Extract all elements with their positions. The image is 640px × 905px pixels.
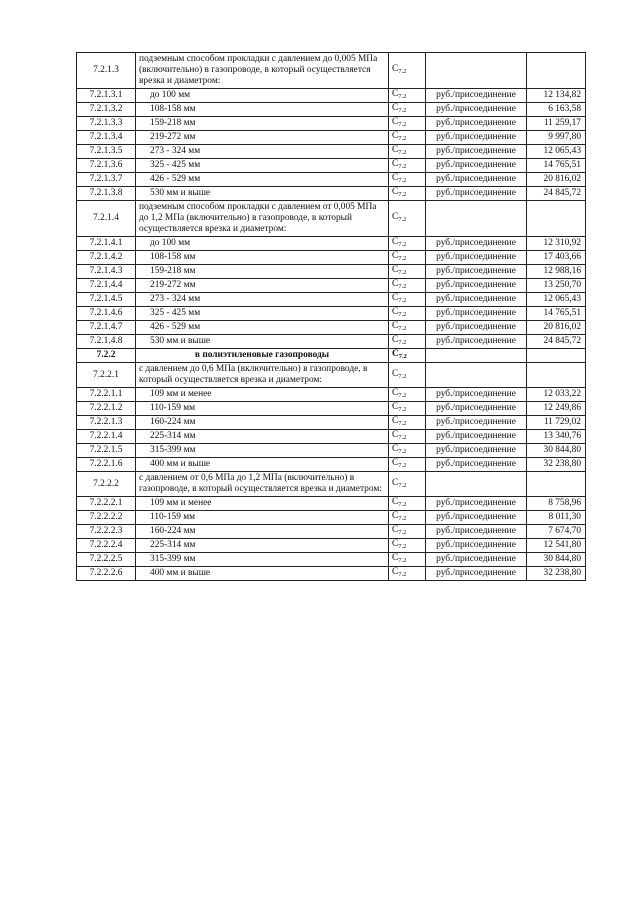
table-row — [77, 444, 586, 458]
row-code: 7.2.2.1.1 — [77, 388, 136, 402]
row-description: 325 - 425 мм — [136, 307, 389, 321]
symbol-letter: C — [392, 388, 399, 398]
symbol-subscript: 7.2 — [398, 462, 407, 469]
row-symbol — [389, 388, 426, 402]
row-symbol — [389, 458, 426, 472]
table-row — [77, 237, 586, 251]
row-symbol — [389, 173, 426, 187]
row-symbol — [389, 279, 426, 293]
row-unit: руб./присоединение — [426, 307, 527, 321]
symbol-letter: C — [392, 458, 399, 468]
row-symbol — [389, 416, 426, 430]
row-symbol — [389, 497, 426, 511]
symbol-letter: C — [392, 497, 399, 507]
symbol-subscript: 7.2 — [398, 420, 407, 427]
row-unit: руб./присоединение — [426, 293, 527, 307]
row-value: 32 238,80 — [527, 458, 586, 472]
symbol-letter: C — [392, 173, 399, 183]
row-unit: руб./присоединение — [426, 279, 527, 293]
table-row — [77, 321, 586, 335]
symbol-letter: C — [392, 349, 399, 359]
row-unit: руб./присоединение — [426, 525, 527, 539]
symbol-letter: C — [392, 187, 399, 197]
symbol-subscript: 7.2 — [398, 529, 407, 536]
row-unit: руб./присоединение — [426, 117, 527, 131]
row-code: 7.2.2.1.2 — [77, 402, 136, 416]
row-unit: руб./присоединение — [426, 159, 527, 173]
tariff-table-body — [77, 53, 586, 581]
row-description: 109 мм и менее — [136, 497, 389, 511]
symbol-letter: C — [392, 430, 399, 440]
row-value: 12 310,92 — [527, 237, 586, 251]
row-code: 7.2.1.3 — [77, 53, 136, 89]
symbol-subscript: 7.2 — [398, 191, 407, 198]
row-value: 11 259,17 — [527, 117, 586, 131]
row-symbol — [389, 237, 426, 251]
row-value — [527, 349, 586, 363]
table-row — [77, 89, 586, 103]
row-description: 159-218 мм — [136, 265, 389, 279]
row-symbol — [389, 539, 426, 553]
row-description: 530 мм и выше — [136, 187, 389, 201]
row-description: 110-159 мм — [136, 511, 389, 525]
row-unit — [426, 201, 527, 237]
table-row — [77, 335, 586, 349]
symbol-subscript: 7.2 — [398, 543, 407, 550]
row-symbol — [389, 363, 426, 388]
row-value: 32 238,80 — [527, 567, 586, 581]
row-description: 159-218 мм — [136, 117, 389, 131]
row-unit — [426, 472, 527, 497]
tariff-document — [76, 52, 581, 581]
table-row — [77, 430, 586, 444]
row-description: подземным способом прокладки с давлением до 0,005 МПа (включительно) в газопроводе, в который осуществляется врезка и диаметром: — [136, 53, 389, 89]
row-code: 7.2.1.4.4 — [77, 279, 136, 293]
row-value: 12 249,86 — [527, 402, 586, 416]
table-row — [77, 497, 586, 511]
symbol-subscript: 7.2 — [398, 149, 407, 156]
row-unit — [426, 349, 527, 363]
symbol-subscript: 7.2 — [398, 68, 407, 75]
row-value: 11 729,02 — [527, 416, 586, 430]
symbol-letter: C — [392, 321, 399, 331]
symbol-subscript: 7.2 — [398, 353, 407, 360]
symbol-letter: C — [392, 265, 399, 275]
row-symbol — [389, 525, 426, 539]
row-value: 12 134,82 — [527, 89, 586, 103]
row-description: 325 - 425 мм — [136, 159, 389, 173]
symbol-subscript: 7.2 — [398, 557, 407, 564]
symbol-letter: C — [392, 477, 399, 488]
table-row — [77, 307, 586, 321]
symbol-subscript: 7.2 — [398, 177, 407, 184]
row-code: 7.2.1.4.3 — [77, 265, 136, 279]
table-row — [77, 187, 586, 201]
row-code: 7.2.2.2.6 — [77, 567, 136, 581]
symbol-subscript: 7.2 — [398, 392, 407, 399]
row-value: 8 011,30 — [527, 511, 586, 525]
symbol-subscript: 7.2 — [398, 571, 407, 578]
row-code: 7.2.2.2.1 — [77, 497, 136, 511]
table-row — [77, 265, 586, 279]
table-row — [77, 567, 586, 581]
row-description: 426 - 529 мм — [136, 321, 389, 335]
row-description: в полиэтиленовые газопроводы — [136, 349, 389, 363]
row-unit: руб./присоединение — [426, 458, 527, 472]
row-symbol — [389, 349, 426, 363]
row-symbol — [389, 265, 426, 279]
row-unit: руб./присоединение — [426, 187, 527, 201]
row-code: 7.2.1.4.5 — [77, 293, 136, 307]
symbol-letter: C — [392, 237, 399, 247]
row-value — [527, 201, 586, 237]
symbol-letter: C — [392, 416, 399, 426]
table-row — [77, 103, 586, 117]
row-code: 7.2.1.4.1 — [77, 237, 136, 251]
row-code: 7.2.2.1 — [77, 363, 136, 388]
symbol-letter: C — [392, 212, 399, 222]
row-value: 13 340,76 — [527, 430, 586, 444]
symbol-subscript: 7.2 — [398, 283, 407, 290]
row-value: 9 997,80 — [527, 131, 586, 145]
symbol-subscript: 7.2 — [398, 434, 407, 441]
symbol-letter: C — [392, 293, 399, 303]
row-unit: руб./присоединение — [426, 335, 527, 349]
row-unit — [426, 363, 527, 388]
row-code: 7.2.1.3.5 — [77, 145, 136, 159]
row-value: 12 541,80 — [527, 539, 586, 553]
row-description: 219-272 мм — [136, 279, 389, 293]
row-code: 7.2.2.2.2 — [77, 511, 136, 525]
row-code: 7.2.2.1.3 — [77, 416, 136, 430]
symbol-letter: C — [392, 368, 399, 379]
symbol-subscript: 7.2 — [398, 515, 407, 522]
symbol-subscript: 7.2 — [398, 406, 407, 413]
row-value: 24 845,72 — [527, 187, 586, 201]
symbol-letter: C — [392, 279, 399, 289]
symbol-subscript: 7.2 — [398, 311, 407, 318]
table-row — [77, 511, 586, 525]
table-row — [77, 145, 586, 159]
row-symbol — [389, 511, 426, 525]
row-symbol — [389, 145, 426, 159]
row-unit: руб./присоединение — [426, 444, 527, 458]
row-value: 12 988,16 — [527, 265, 586, 279]
row-description: 426 - 529 мм — [136, 173, 389, 187]
row-code: 7.2.2.1.5 — [77, 444, 136, 458]
symbol-subscript: 7.2 — [398, 372, 407, 380]
table-row — [77, 388, 586, 402]
row-symbol — [389, 53, 426, 89]
table-row — [77, 402, 586, 416]
symbol-subscript: 7.2 — [398, 216, 407, 223]
row-value: 20 816,02 — [527, 173, 586, 187]
symbol-letter: C — [392, 64, 399, 74]
row-symbol — [389, 567, 426, 581]
row-description: подземным способом прокладки с давлением от 0,005 МПа до 1,2 МПа (включительно) в газопроводе, в который осуществляется врезка и диаметром: — [136, 201, 389, 237]
tariff-table — [76, 52, 586, 581]
row-symbol — [389, 117, 426, 131]
row-code: 7.2.2.1.4 — [77, 430, 136, 444]
table-row — [77, 293, 586, 307]
row-symbol — [389, 293, 426, 307]
row-symbol — [389, 444, 426, 458]
symbol-subscript: 7.2 — [398, 121, 407, 128]
row-value: 13 250,70 — [527, 279, 586, 293]
row-description: до 100 мм — [136, 237, 389, 251]
row-symbol — [389, 553, 426, 567]
row-symbol — [389, 402, 426, 416]
row-unit: руб./присоединение — [426, 388, 527, 402]
row-unit: руб./присоединение — [426, 539, 527, 553]
row-unit: руб./присоединение — [426, 131, 527, 145]
table-row — [77, 458, 586, 472]
symbol-letter: C — [392, 251, 399, 261]
symbol-letter: C — [392, 553, 399, 563]
row-code: 7.2.2.2 — [77, 472, 136, 497]
row-code: 7.2.1.4.7 — [77, 321, 136, 335]
table-row — [77, 159, 586, 173]
row-value: 20 816,02 — [527, 321, 586, 335]
row-unit: руб./присоединение — [426, 145, 527, 159]
row-symbol — [389, 131, 426, 145]
row-code: 7.2.1.3.8 — [77, 187, 136, 201]
symbol-subscript: 7.2 — [398, 135, 407, 142]
row-unit: руб./присоединение — [426, 511, 527, 525]
row-value: 30 844,80 — [527, 444, 586, 458]
row-code: 7.2.1.4.6 — [77, 307, 136, 321]
symbol-letter: C — [392, 307, 399, 317]
symbol-letter: C — [392, 103, 399, 113]
row-description: 110-159 мм — [136, 402, 389, 416]
row-unit: руб./присоединение — [426, 497, 527, 511]
row-value — [527, 363, 586, 388]
row-symbol — [389, 89, 426, 103]
row-description: до 100 мм — [136, 89, 389, 103]
row-symbol — [389, 103, 426, 117]
symbol-letter: C — [392, 117, 399, 127]
row-code: 7.2.2.2.5 — [77, 553, 136, 567]
row-symbol — [389, 472, 426, 497]
row-code: 7.2.1.3.7 — [77, 173, 136, 187]
row-code: 7.2.1.4.8 — [77, 335, 136, 349]
row-description: 315-399 мм — [136, 444, 389, 458]
row-symbol — [389, 307, 426, 321]
row-unit: руб./присоединение — [426, 430, 527, 444]
row-description: 530 мм и выше — [136, 335, 389, 349]
row-description: 315-399 мм — [136, 553, 389, 567]
table-row — [77, 173, 586, 187]
symbol-subscript: 7.2 — [398, 339, 407, 346]
row-unit: руб./присоединение — [426, 89, 527, 103]
symbol-subscript: 7.2 — [398, 255, 407, 262]
group-header-row — [77, 472, 586, 497]
symbol-subscript: 7.2 — [398, 269, 407, 276]
row-code: 7.2.2.2.4 — [77, 539, 136, 553]
symbol-letter: C — [392, 159, 399, 169]
row-code: 7.2.1.3.3 — [77, 117, 136, 131]
row-value: 7 674,70 — [527, 525, 586, 539]
row-unit: руб./присоединение — [426, 237, 527, 251]
symbol-subscript: 7.2 — [398, 325, 407, 332]
symbol-subscript: 7.2 — [398, 93, 407, 100]
row-description: 273 - 324 мм — [136, 145, 389, 159]
row-value — [527, 53, 586, 89]
symbol-letter: C — [392, 131, 399, 141]
table-row — [77, 279, 586, 293]
symbol-subscript: 7.2 — [398, 448, 407, 455]
row-code: 7.2.1.3.2 — [77, 103, 136, 117]
row-code: 7.2.2.1.6 — [77, 458, 136, 472]
row-unit: руб./присоединение — [426, 103, 527, 117]
row-code: 7.2.2.2.3 — [77, 525, 136, 539]
row-description: с давлением от 0,6 МПа до 1,2 МПа (включительно) в газопроводе, в который осуществляется врезка и диаметром: — [136, 472, 389, 497]
row-code: 7.2.1.3.1 — [77, 89, 136, 103]
group-header-row — [77, 201, 586, 237]
row-description: 160-224 мм — [136, 416, 389, 430]
row-value: 12 065,43 — [527, 293, 586, 307]
row-description: 225-314 мм — [136, 430, 389, 444]
symbol-letter: C — [392, 89, 399, 99]
table-row — [77, 117, 586, 131]
group-header-row — [77, 363, 586, 388]
row-description: 273 - 324 мм — [136, 293, 389, 307]
row-unit: руб./присоединение — [426, 553, 527, 567]
symbol-subscript: 7.2 — [398, 107, 407, 114]
row-unit: руб./присоединение — [426, 265, 527, 279]
symbol-subscript: 7.2 — [398, 297, 407, 304]
symbol-subscript: 7.2 — [398, 163, 407, 170]
section-row — [77, 349, 586, 363]
row-symbol — [389, 430, 426, 444]
symbol-letter: C — [392, 335, 399, 345]
table-row — [77, 553, 586, 567]
row-value: 30 844,80 — [527, 553, 586, 567]
row-code: 7.2.1.4.2 — [77, 251, 136, 265]
row-description: 225-314 мм — [136, 539, 389, 553]
row-description: с давлением до 0,6 МПа (включительно) в газопроводе, в который осуществляется врезка и диаметром: — [136, 363, 389, 388]
symbol-subscript: 7.2 — [398, 501, 407, 508]
table-row — [77, 416, 586, 430]
row-value: 14 765,51 — [527, 307, 586, 321]
row-unit — [426, 53, 527, 89]
row-description: 108-158 мм — [136, 251, 389, 265]
row-description: 108-158 мм — [136, 103, 389, 117]
symbol-letter: C — [392, 525, 399, 535]
row-symbol — [389, 321, 426, 335]
row-unit: руб./присоединение — [426, 173, 527, 187]
row-symbol — [389, 335, 426, 349]
symbol-letter: C — [392, 567, 399, 577]
table-row — [77, 131, 586, 145]
symbol-letter: C — [392, 444, 399, 454]
row-symbol — [389, 201, 426, 237]
row-unit: руб./присоединение — [426, 416, 527, 430]
table-row — [77, 539, 586, 553]
row-value: 12 065,43 — [527, 145, 586, 159]
symbol-letter: C — [392, 402, 399, 412]
symbol-letter: C — [392, 145, 399, 155]
row-value: 6 163,58 — [527, 103, 586, 117]
symbol-subscript: 7.2 — [398, 481, 407, 489]
row-unit: руб./присоединение — [426, 251, 527, 265]
row-description: 219-272 мм — [136, 131, 389, 145]
row-code: 7.2.1.3.6 — [77, 159, 136, 173]
table-row — [77, 251, 586, 265]
row-description: 160-224 мм — [136, 525, 389, 539]
symbol-letter: C — [392, 539, 399, 549]
symbol-subscript: 7.2 — [398, 241, 407, 248]
row-value: 14 765,51 — [527, 159, 586, 173]
row-code: 7.2.2 — [77, 349, 136, 363]
row-unit: руб./присоединение — [426, 567, 527, 581]
row-value: 8 758,96 — [527, 497, 586, 511]
symbol-letter: C — [392, 511, 399, 521]
row-value: 17 403,66 — [527, 251, 586, 265]
row-symbol — [389, 187, 426, 201]
row-value — [527, 472, 586, 497]
row-unit: руб./присоединение — [426, 321, 527, 335]
row-value: 12 033,22 — [527, 388, 586, 402]
table-row — [77, 525, 586, 539]
row-code: 7.2.1.3.4 — [77, 131, 136, 145]
row-unit: руб./присоединение — [426, 402, 527, 416]
row-code: 7.2.1.4 — [77, 201, 136, 237]
row-symbol — [389, 251, 426, 265]
group-header-row — [77, 53, 586, 89]
row-value: 24 845,72 — [527, 335, 586, 349]
row-description: 400 мм и выше — [136, 567, 389, 581]
row-description: 109 мм и менее — [136, 388, 389, 402]
row-symbol — [389, 159, 426, 173]
row-description: 400 мм и выше — [136, 458, 389, 472]
